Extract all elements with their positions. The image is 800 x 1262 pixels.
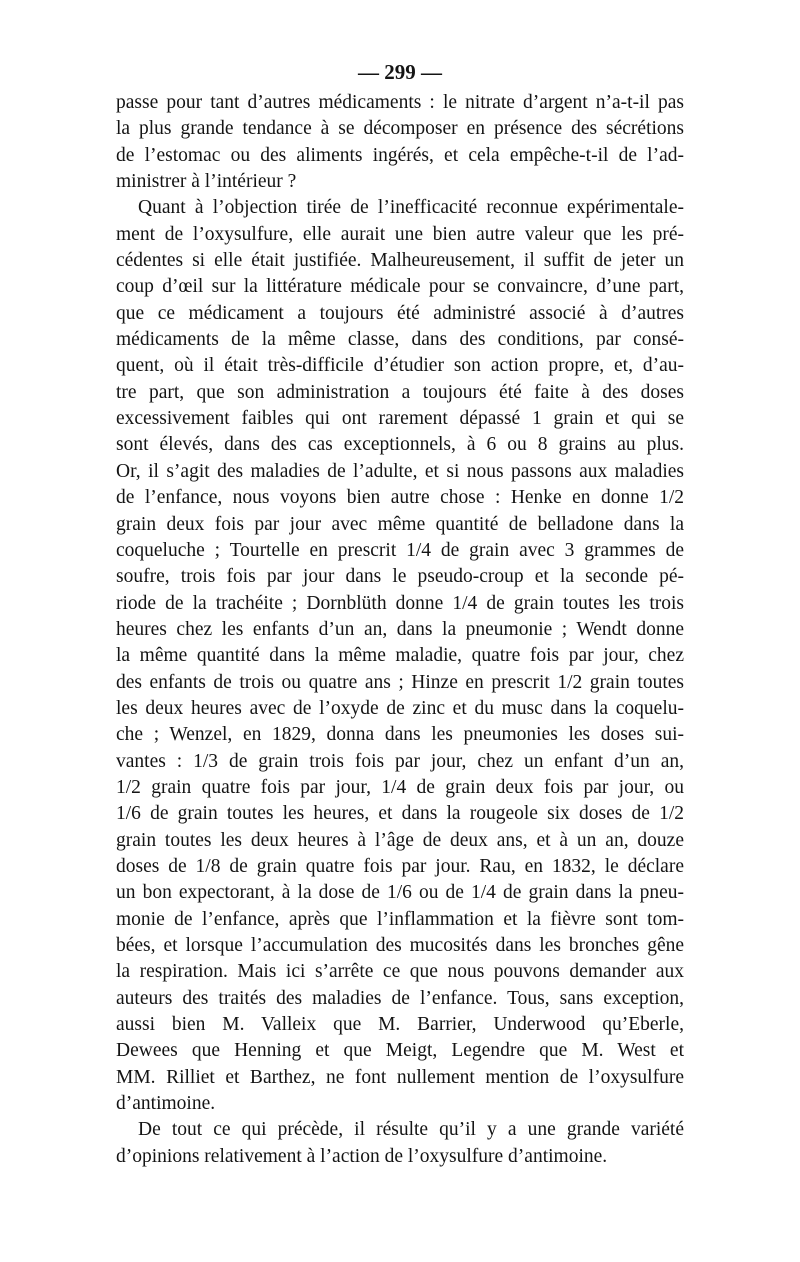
text-line: Dewees que Henning et que Meigt, Legendre que M. West et (116, 1040, 684, 1062)
text-line: excessivement faibles qui ont rarement dépassé 1 grain et qui se (116, 408, 684, 430)
text-line: la même quantité dans la même maladie, quatre fois par jour, chez (116, 645, 684, 667)
text-line: MM. Rilliet et Barthez, ne font nullement mention de l’oxysulfure (116, 1066, 684, 1088)
text-line: de l’enfance, nous voyons bien autre chose : Henke en donne 1/2 (116, 487, 684, 509)
book-page (116, 54, 684, 1170)
text-line: tre part, que son administration a toujours été faite à des doses (116, 381, 684, 403)
text-line: che ; Wenzel, en 1829, donna dans les pneumonies les doses sui- (116, 724, 684, 746)
text-line: auteurs des traités des maladies de l’enfance. Tous, sans exception, (116, 987, 684, 1009)
text-line: doses de 1/8 de grain quatre fois par jour. Rau, en 1832, le déclare (116, 855, 684, 877)
text-line: 1/6 de grain toutes les heures, et dans la rougeole six doses de 1/2 (116, 803, 684, 825)
text-line: bées, et lorsque l’accumulation des mucosités dans les bronches gêne (116, 935, 684, 956)
text-line: médicaments de la même classe, dans des conditions, par consé- (116, 329, 684, 351)
text-line: aussi bien M. Valleix que M. Barrier, Underwood qu’Eberle, (116, 1014, 684, 1036)
text-line: les deux heures avec de l’oxyde de zinc et du musc dans la coquelu- (116, 697, 684, 719)
text-line: grain deux fois par jour avec même quantité de belladone dans la (116, 513, 684, 535)
text-line: heures chez les enfants d’un an, dans la pneumonie ; Wendt donne (116, 618, 684, 640)
text-line: 1/2 grain quatre fois par jour, 1/4 de grain deux fois par jour, ou (116, 776, 684, 798)
text-line: monie de l’enfance, après que l’inflammation et la fièvre sont tom- (116, 908, 684, 930)
text-line: de l’estomac ou des aliments ingérés, et cela empêche-t-il de l’ad- (116, 144, 684, 166)
text-line: coup d’œil sur la littérature médicale pour se convaincre, d’une part, (116, 276, 684, 298)
text-line: grain toutes les deux heures à l’âge de deux ans, et à un an, douze (116, 829, 684, 851)
text-line: la respiration. Mais ici s’arrête ce que nous pouvons demander aux (116, 961, 684, 983)
paragraph-start-line: Quant à l’objection tirée de l’inefficacité reconnue expérimentale- (138, 197, 684, 219)
text-line: ment de l’oxysulfure, elle aurait une bien autre valeur que les pré- (116, 223, 684, 245)
text-line: la plus grande tendance à se décomposer en présence des sécrétions (116, 118, 684, 140)
text-line: Or, il s’agit des maladies de l’adulte, et si nous passons aux maladies (116, 460, 684, 482)
text-line: quent, où il était très-difficile d’étudier son action propre, et, d’au- (116, 355, 684, 377)
paragraph-start-line: De tout ce qui précède, il résulte qu’il y a une grande variété (138, 1119, 684, 1141)
text-line: un bon expectorant, à la dose de 1/6 ou de 1/4 de grain dans la pneu- (116, 882, 684, 904)
text-line: riode de la trachéite ; Dornblüth donne 1/4 de grain toutes les trois (116, 592, 684, 614)
text-line: des enfants de trois ou quatre ans ; Hinze en prescrit 1/2 grain toutes (116, 671, 684, 693)
text-line: soufre, trois fois par jour dans le pseudo-croup et la seconde pé- (116, 566, 684, 588)
text-line: coqueluche ; Tourtelle en prescrit 1/4 de grain avec 3 grammes de (116, 539, 684, 561)
page-number: — 299 — (358, 60, 442, 84)
text-line: passe pour tant d’autres médicaments : le nitrate d’argent n’a-t-il pas (116, 92, 684, 113)
text-line: sont élevés, dans des cas exceptionnels, à 6 ou 8 grains au plus. (116, 434, 684, 456)
body-text (116, 90, 684, 1170)
text-line: d’opinions relativement à l’action de l’oxysulfure d’antimoine. (116, 1145, 608, 1167)
text-line: cédentes si elle était justifiée. Malheureusement, il suffit de jeter un (116, 250, 684, 272)
text-line: vantes : 1/3 de grain trois fois par jour, chez un enfant d’un an, (116, 750, 684, 772)
text-line: d’antimoine. (116, 1093, 216, 1115)
text-line: ministrer à l’intérieur ? (116, 171, 297, 193)
text-line: que ce médicament a toujours été administré associé à d’autres (116, 302, 684, 324)
